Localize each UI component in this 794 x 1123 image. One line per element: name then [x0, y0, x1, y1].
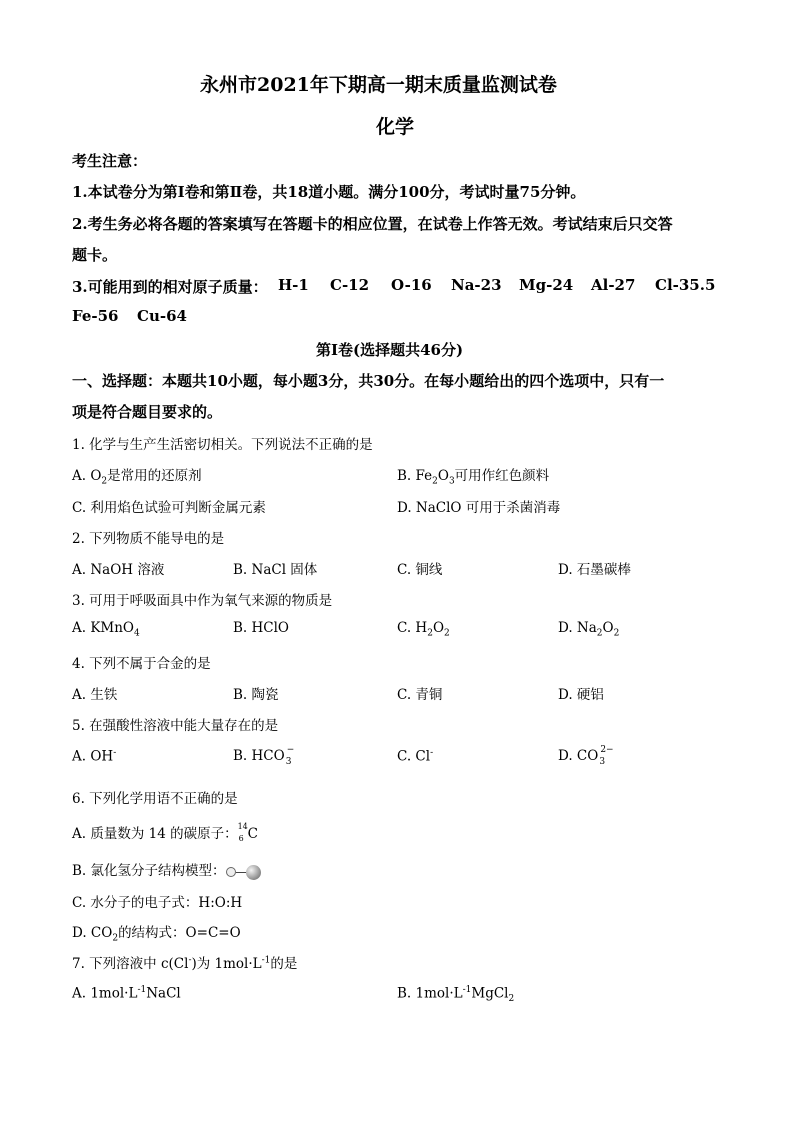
question-1-option-a: A. $O_2$是常用的还原剂 [72, 468, 202, 487]
atomic-mass-mg: Mg-24 [519, 276, 574, 294]
question-6-option-d: D. $CO_2$的结构式：O=C=O [72, 925, 241, 944]
atomic-mass-o: O-16 [391, 276, 432, 294]
question-3-option-b: B. HClO [233, 620, 289, 636]
question-4-option-b: B. 陶瓷 [233, 687, 279, 703]
question-5-option-b: B. HCO − 3 [233, 744, 295, 767]
question-6-option-a: A. 质量数为 14 的碳原子： 14 6 C [72, 821, 258, 843]
section-intro: 一、选择题：本题共10小题，每小题3分，共30分。在每小题给出的四个选项中，只有一 [72, 372, 665, 390]
question-1-stem: 1. 化学与生产生活密切相关。下列说法不正确的是 [72, 437, 373, 453]
notice-item-3: 3.可能用到的相对原子质量： [72, 278, 268, 296]
question-1-option-c: C. 利用焰色试验可判断金属元素 [72, 500, 266, 516]
notice-item-2: 2.考生务必将各题的答案填写在答题卡的相应位置，在试卷上作答无效。考试结束后只交答 [72, 215, 673, 233]
question-2-option-b: B. NaCl 固体 [233, 562, 318, 578]
section-title: 第Ⅰ卷(选择题共46分) [316, 341, 464, 359]
notice-item-1: 1.本试卷分为第Ⅰ卷和第Ⅱ卷，共18道小题。满分100分，考试时量75分钟。 [72, 183, 586, 201]
notice-heading: 考生注意： [72, 152, 148, 170]
question-5-option-c: C. Cl- [397, 748, 434, 765]
atomic-mass-h: H-1 [278, 276, 309, 294]
question-4-stem: 4. 下列不属于合金的是 [72, 656, 211, 672]
question-6-option-b: B. 氯化氢分子结构模型： [72, 859, 261, 880]
question-2-option-c: C. 铜线 [397, 562, 443, 578]
question-2-stem: 2. 下列物质不能导电的是 [72, 531, 225, 547]
question-2-option-a: A. NaOH 溶液 [72, 562, 165, 578]
question-1-option-d: D. NaClO 可用于杀菌消毒 [397, 500, 561, 516]
question-3-stem: 3. 可用于呼吸面具中作为氧气来源的物质是 [72, 593, 333, 609]
question-4-option-c: C. 青铜 [397, 687, 443, 703]
question-1-option-b: B. $Fe_2O_3$可用作红色颜料 [397, 468, 550, 487]
question-4-option-a: A. 生铁 [72, 687, 118, 703]
atomic-mass-cl: Cl-35.5 [655, 276, 716, 294]
atomic-mass-fe: Fe-56 [72, 307, 119, 325]
question-6-option-c: C. 水分子的电子式：H:O:H [72, 895, 243, 911]
exam-title: 永州市2021年下期高一期末质量监测试卷 [200, 74, 557, 96]
atomic-mass-na: Na-23 [451, 276, 502, 294]
question-3-option-d: D. $Na_2O_2$ [558, 620, 620, 639]
atomic-mass-c: C-12 [330, 276, 370, 294]
question-3-option-a: A. KMnO$_4$ [72, 620, 140, 639]
carbon-14-nuclide: 14 6 [237, 821, 248, 843]
question-5-option-a: A. OH- [72, 748, 117, 765]
notice-item-2-cont: 题卡。 [72, 246, 118, 264]
question-4-option-d: D. 硬铝 [558, 687, 604, 703]
section-intro-cont: 项是符合题目要求的。 [72, 403, 223, 421]
question-2-option-d: D. 石墨碳棒 [558, 562, 631, 578]
question-7-option-b: B. $1mol\cdot L^{-1}MgCl_2$ [397, 985, 515, 1005]
atomic-mass-al: Al-27 [591, 276, 636, 294]
question-5-stem: 5. 在强酸性溶液中能大量存在的是 [72, 718, 279, 734]
hcl-ball-stick-model-icon [226, 864, 261, 880]
question-7-stem: 7. 下列溶液中 c(Cl-)为 $1mol\cdot L^{-1}$的是 [72, 955, 298, 972]
question-3-option-c: C. $H_2O_2$ [397, 620, 450, 639]
question-5-option-d: D. CO 2− 3 [558, 744, 614, 767]
question-6-stem: 6. 下列化学用语不正确的是 [72, 791, 238, 807]
atomic-mass-cu: Cu-64 [137, 307, 187, 325]
question-7-option-a: A. $1mol\cdot L^{-1}NaCl$ [72, 985, 181, 1002]
subject-title: 化学 [376, 116, 415, 138]
